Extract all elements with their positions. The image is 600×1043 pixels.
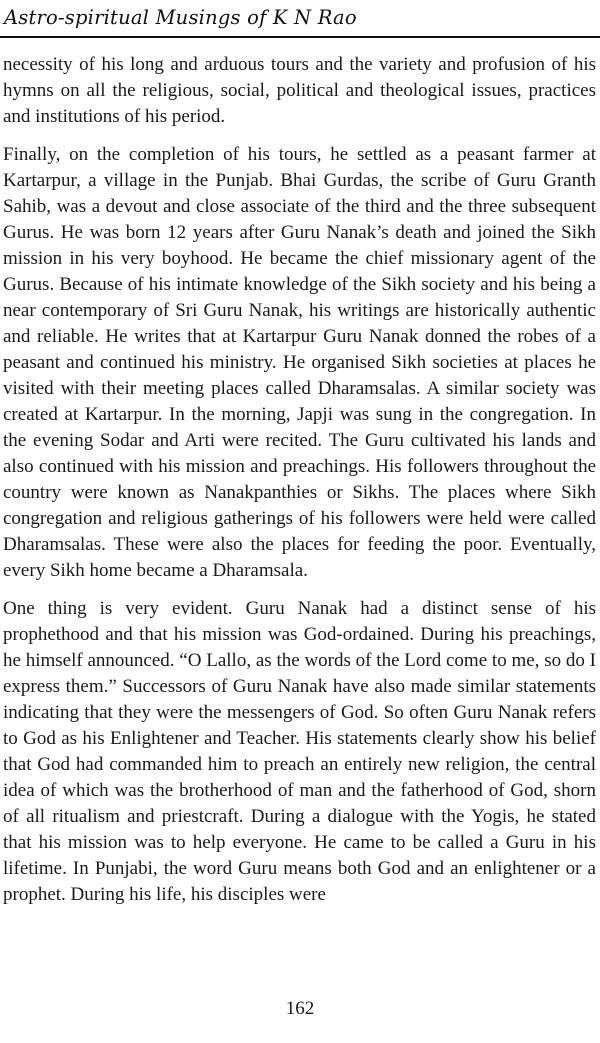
paragraph-1: necessity of his long and arduous tours and the variety and profusion of his hymns on all the religious, social, political and theological issues, practices and institutions of his period. <box>3 54 596 127</box>
page-number: 162 <box>285 998 315 1019</box>
header-divider <box>0 36 600 38</box>
body-text <box>3 52 596 920</box>
running-header-title: Astro-spiritual Musings of K N Rao <box>4 6 357 29</box>
paragraph-2: Finally, on the completion of his tours, he settled as a peasant farmer at Kartarpur, a village in the Punjab. Bhai Gurdas, the scribe of Guru Granth Sahib, was a devout and close associate of the third and the three subsequent Gurus. He was born 12 years after Guru Nanak’s death and joined the Sikh mission in his very boyhood. He became the chief missionary agent of the Gurus. Because of his intimate knowledge of the Sikh society and his being a near contemporary of Sri Guru Nanak, his writings are historically authentic and reliable. He writes that at Kartarpur Guru Nanak donned the robes of a peasant and continued his ministry. He organised Sikh societies at places he visited with their meeting places called Dharamsalas. A similar society was created at Kartarpur. In the morning, Japji was sung in the congregation. In the evening Sodar and Arti were recited. The Guru cultivated his lands and also continued with his mission and preachings. His followers throughout the country were known as Nanakpanthies or Sikhs. The places where Sikh congregation and religious gatherings of his followers were held were called Dharamsalas. These were also the places for feeding the poor. Eventually, every Sikh home became a Dharamsala. <box>3 144 596 581</box>
paragraph-3: One thing is very evident. Guru Nanak had a distinct sense of his prophethood and that his mission was God-ordained. During his preachings, he himself announced. “O Lallo, as the words of the Lord come to me, so do I express them.” Successors of Guru Nanak have also made similar statements indicating that they were the messengers of God. So often Guru Nanak refers to God as his Enlightener and Teacher. His statements clearly show his belief that God had commanded him to preach an entirely new religion, the central idea of which was the brotherhood of man and the fatherhood of God, shorn of all ritualism and priestcraft. During a dialogue with the Yogis, he stated that his mission was to help everyone. He came to be called a Guru in his lifetime. In Punjabi, the word Guru means both God and an enlightener or a prophet. During his life, his disciples were <box>3 598 596 905</box>
